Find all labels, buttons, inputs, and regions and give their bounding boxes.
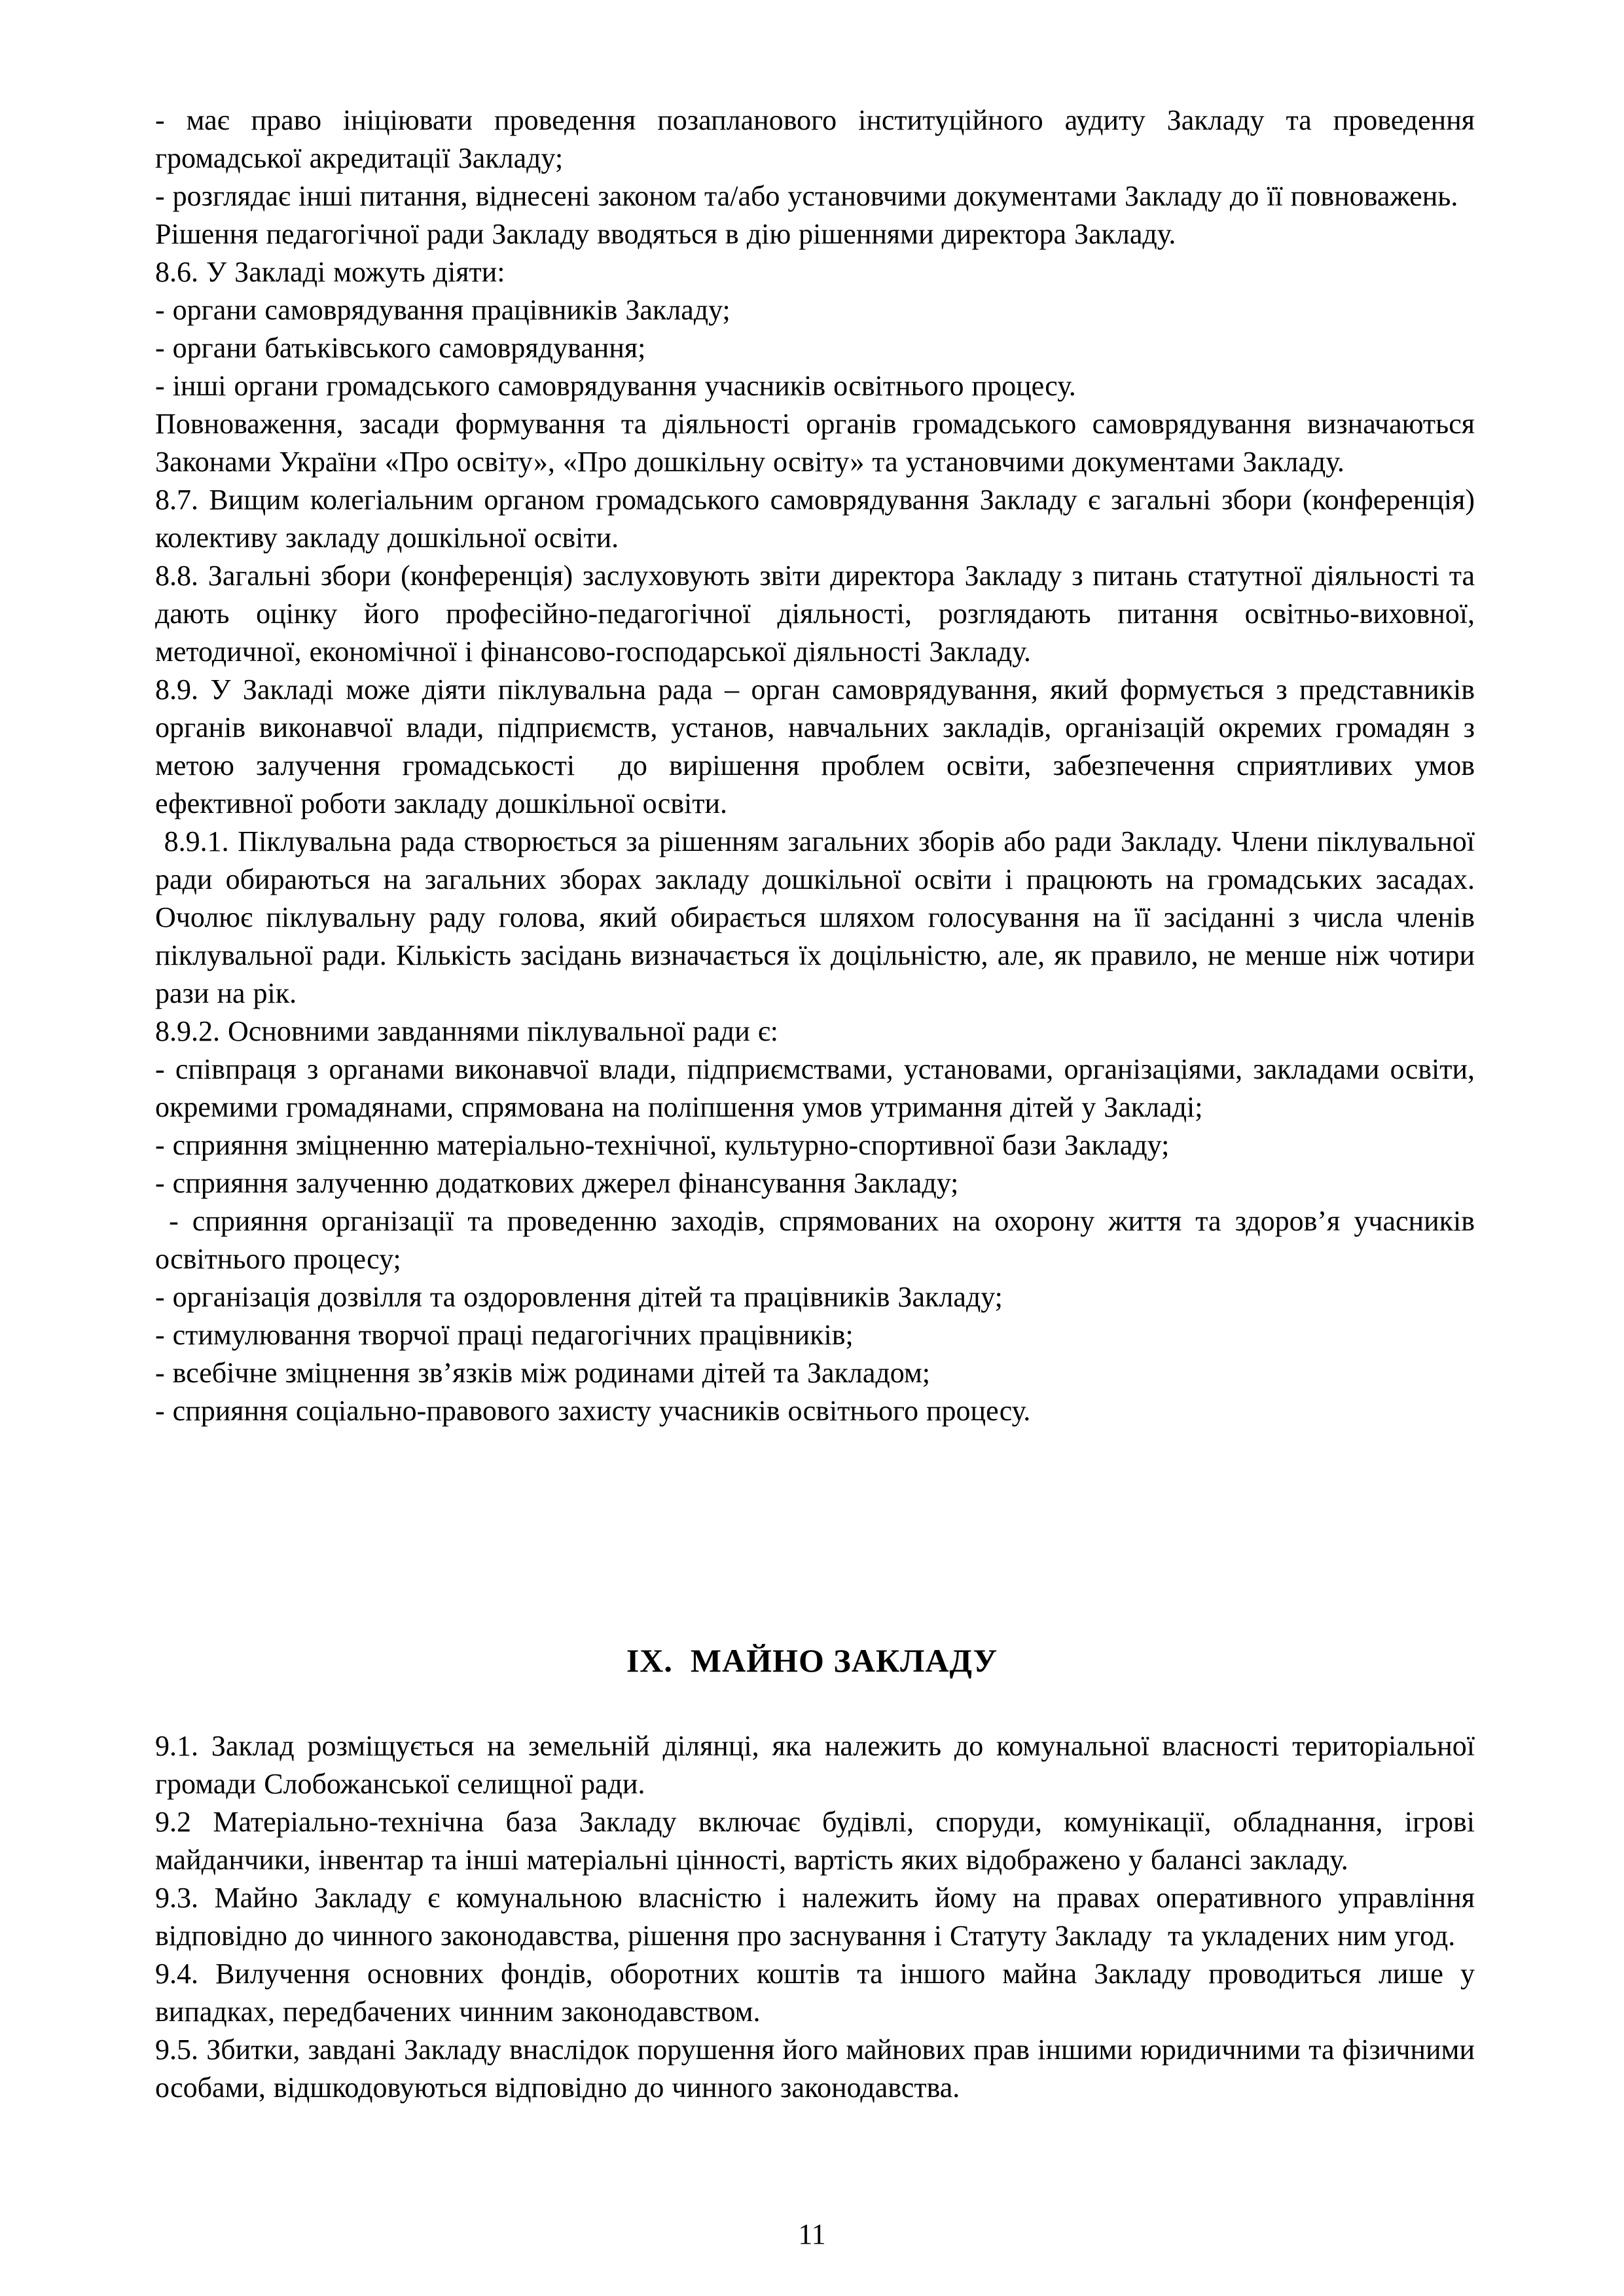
section-9-heading: IX. МАЙНО ЗАКЛАДУ <box>626 1642 998 1679</box>
paragraph: - має право ініціювати проведення позапланового інституційного аудиту Закладу та проведення громадської акредитації Закладу; <box>155 104 1475 174</box>
paragraph: 8.6. У Закладі можуть діяти: <box>155 256 505 288</box>
paragraph: 8.8. Загальні збори (конференція) заслуховують звіти директора Закладу з питань статутної діяльності та дають оцінку його професійно-педагогічної діяльності, розглядають питання освітньо-виховної, методичної, економічної і фінансово-господарської діяльності Закладу. <box>155 560 1475 668</box>
paragraph: 8.7. Вищим колегіальним органом громадського самоврядування Закладу є загальні збори (конференція) колективу закладу дошкільної освіти. <box>155 484 1475 554</box>
paragraph: 9.4. Вилучення основних фондів, оборотних коштів та іншого майна Закладу проводиться лише у випадках, передбачених чинним законодавством. <box>155 1958 1475 2028</box>
paragraph: 8.9. У Закладі може діяти піклувальна рада – орган самоврядування, який формується з представників органів виконавчої влади, підприємств, установ, навчальних закладів, організацій окремих громадян з метою залучення громадськості до вирішення проблем освіти, забезпечення сприятливих умов ефективної роботи закладу дошкільної освіти. <box>155 673 1475 819</box>
paragraph: Повноваження, засади формування та діяльності органів громадського самоврядування визначаються Законами України «Про освіту», «Про дошкільну освіту» та установчими документами Закладу. <box>155 408 1475 478</box>
page-number: 11 <box>798 2218 826 2250</box>
paragraph: - організація дозвілля та оздоровлення дітей та працівників Закладу; <box>155 1281 1003 1313</box>
paragraph: Рішення педагогічної ради Закладу вводяться в дію рішеннями директора Закладу. <box>155 218 1176 250</box>
paragraph: - сприяння зміцненню матеріально-технічної, культурно-спортивної бази Закладу; <box>155 1129 1170 1161</box>
paragraph: 9.5. Збитки, завдані Закладу внаслідок порушення його майнових прав іншими юридичними та фізичними особами, відшкодовуються відповідно до чинного законодавства. <box>155 2034 1475 2104</box>
paragraph: 8.9.1. Піклувальна рада створюється за рішенням загальних зборів або ради Закладу. Члени піклувальної ради обираються на загальних зборах закладу дошкільної освіти і працюють на громадських засадах. Очолює піклувальну раду голова, який обирається шляхом голосування на її засіданні з числа членів піклувальної ради. Кількість засідань визначається їх доцільністю, але, як правило, не менше ніж чотири рази на рік. <box>155 825 1475 1009</box>
paragraph: - стимулювання творчої праці педагогічних працівників; <box>155 1319 854 1351</box>
paragraph: - сприяння організації та проведенню заходів, спрямованих на охорону життя та здоров’я учасників освітнього процесу; <box>155 1205 1475 1275</box>
paragraph: - співпраця з органами виконавчої влади, підприємствами, установами, організаціями, закладами освіти, окремими громадянами, спрямована на поліпшення умов утримання дітей у Закладі; <box>155 1053 1475 1123</box>
paragraph: 9.1. Заклад розміщується на земельній ділянці, яка належить до комунальної власності територіальної громади Слобожанської селищної ради. <box>155 1730 1475 1800</box>
paragraph: 9.3. Майно Закладу є комунальною власністю і належить йому на правах оперативного управління відповідно до чинного законодавства, рішення про заснування і Статуту Закладу та укладених ним угод. <box>155 1882 1475 1952</box>
paragraph: - інші органи громадського самоврядування учасників освітнього процесу. <box>155 370 1076 402</box>
paragraph: - сприяння соціально-правового захисту учасників освітнього процесу. <box>155 1395 1031 1427</box>
paragraph: - органи самоврядування працівників Закладу; <box>155 294 731 326</box>
paragraph: - всебічне зміцнення зв’язків між родинами дітей та Закладом; <box>155 1357 931 1389</box>
paragraph: - сприяння залученню додаткових джерел фінансування Закладу; <box>155 1167 959 1199</box>
paragraph: 8.9.2. Основними завданнями піклувальної ради є: <box>155 1015 778 1047</box>
paragraph: - розглядає інші питання, віднесені законом та/або установчими документами Закладу до її повноважень. <box>155 180 1458 212</box>
section-9-property-text <box>0 1727 1624 2107</box>
paragraph: - органи батьківського самоврядування; <box>155 332 646 364</box>
paragraph: 9.2 Матеріально-технічна база Закладу включає будівлі, споруди, комунікації, обладнання, ігрові майданчики, інвентар та інші матеріальні цінності, вартість яких відображено у балансі закладу. <box>155 1806 1475 1876</box>
